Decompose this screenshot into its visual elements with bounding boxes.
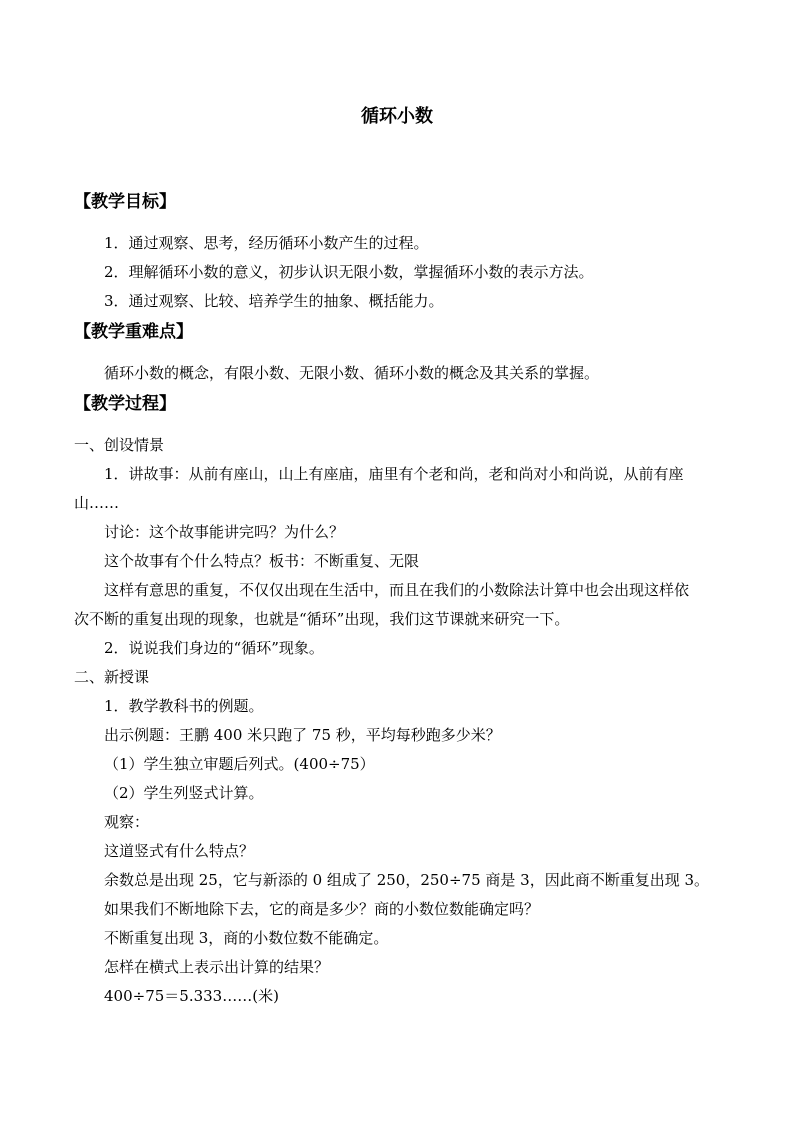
feature-text: 这个故事有个什么特点？板书：不断重复、无限 xyxy=(104,552,420,570)
formula-text: 400÷75＝5.333……(米) xyxy=(104,987,279,1005)
goal-item: 1．通过观察、思考，经历循环小数产生的过程。 xyxy=(104,234,429,252)
step-2-text: （2）学生列竖式计算。 xyxy=(104,784,264,802)
page-title: 循环小数 xyxy=(361,106,433,127)
item-2-text: 2．说说我们身边的“循环”现象。 xyxy=(104,639,324,657)
question-text: 这道竖式有什么特点？ xyxy=(104,842,255,860)
goals-heading: 【教学目标】 xyxy=(74,192,176,212)
story-line: 1．讲故事：从前有座山，山上有座庙，庙里有个老和尚，老和尚对小和尚说，从前有座 xyxy=(104,465,684,483)
process-heading: 【教学过程】 xyxy=(74,394,176,414)
story-line: 山…… xyxy=(74,494,120,512)
goal-item: 2．理解循环小数的意义，初步认识无限小数，掌握循环小数的表示方法。 xyxy=(104,263,594,281)
part2-title: 二、新授课 xyxy=(74,668,150,686)
answer-text: 余数总是出现 25，它与新添的 0 组成了 250，250÷75 商是 3，因此商不断重复出现 3。 xyxy=(104,871,710,889)
keypoints-heading: 【教学重难点】 xyxy=(74,322,193,342)
answer-text: 不断重复出现 3，商的小数位数不能确定。 xyxy=(104,929,389,947)
part1-title: 一、创设情景 xyxy=(74,436,165,454)
step-1-text: （1）学生独立审题后列式。(400÷75） xyxy=(104,755,375,773)
question-text: 如果我们不断地除下去，它的商是多少？商的小数位数能确定吗？ xyxy=(104,900,540,918)
example-text: 出示例题：王鹏 400 米只跑了 75 秒，平均每秒跑多少米？ xyxy=(104,726,501,744)
paragraph-line: 这样有意思的重复，不仅仅出现在生活中，而且在我们的小数除法计算中也会出现这样依 xyxy=(104,581,690,599)
paragraph-line: 次不断的重复出现的现象，也就是“循环”出现，我们这节课就来研究一下。 xyxy=(74,610,570,628)
discussion-text: 讨论：这个故事能讲完吗？为什么？ xyxy=(104,523,345,541)
goal-item: 3．通过观察、比较、培养学生的抽象、概括能力。 xyxy=(104,292,444,310)
keypoints-text: 循环小数的概念，有限小数、无限小数、循环小数的概念及其关系的掌握。 xyxy=(104,364,600,382)
question-text: 怎样在横式上表示出计算的结果？ xyxy=(104,958,330,976)
example-title: 1．教学教科书的例题。 xyxy=(104,697,264,715)
observe-label: 观察： xyxy=(104,813,150,831)
